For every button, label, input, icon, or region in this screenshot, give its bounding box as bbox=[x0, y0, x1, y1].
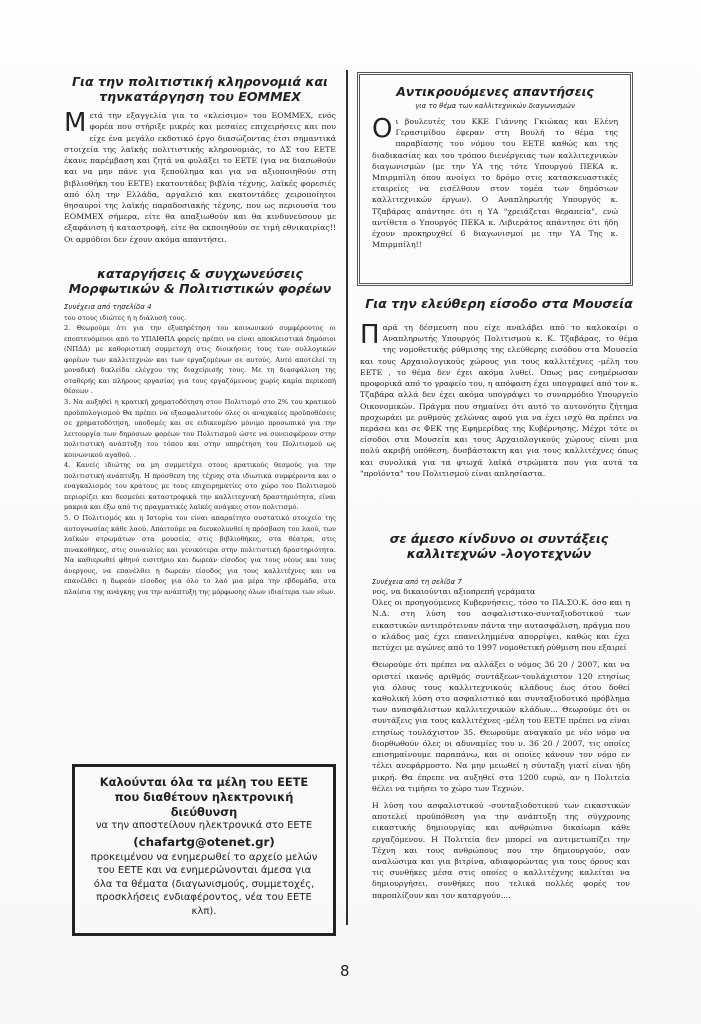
notice-email[interactable]: (chafartg@otenet.gr) bbox=[133, 834, 275, 849]
drop-cap: Μ bbox=[64, 108, 87, 139]
article-text: ετά την εξαγγελία για το «κλείσιμο» του ΕΟΜΜΕΧ, ενός φορέα που στήριξε μικρές και μεσαίες επιχειρήσεις και που είχε ένα μεγάλο εκδοτικό έργο διασώζοντας έτσι σημαντικά στοιχεία της λαϊκής πολιτιστικής κληρονομιάς, το ΔΣ του ΕΕΤΕ έκανε παρέμβαση και ζητά να φυλάξει το ΕΕΤΕ (για να διασωθούν και να μην πάνε για ξεπούλημα και για να αξιοποιηθούν στη βιβλιοθήκη του ΕΕΤΕ) εκατοντάδες βιβλία τέχνης, λαϊκές φορεσιές από όλη την Ελλάδα, αργαλειό και εκατοντάδες χειροποίητοι θησαυροί της λαϊκής παραδοσιακής τέχνης, που ως περιουσία του ΕΟΜΜΕΧ σήμερα, είτε θα απαξιωθούν και θα κινδυνεύσουν με εξαφάνιση ή καταστροφή, είτε θα εκποιηθούν σε τιμή εθνικαιρίας!! Οι αρμόδιοι δεν έχουν ακόμα απαντήσει. bbox=[64, 111, 336, 244]
paragraph: νος, να δικαιούνται αξιοπρεπή γεράματα bbox=[372, 587, 536, 596]
page-number: 8 bbox=[340, 962, 350, 980]
drop-cap: Ο bbox=[372, 113, 393, 144]
box-body bbox=[372, 113, 618, 251]
continued-from-note: Συνέχεια από τησελίδα 4 bbox=[64, 302, 152, 311]
paragraph: 3. Να αυξηθεί η κρατική χρηματοδότηση στον Πολιτισμό στο 2% του κρατικού προϋπολογισμού Θα πρέπει να εξασφαλιστούν όλες οι αναγκαίες προϋποθέσεις σε χρηματοδότηση, υποδομές και σε ειδικευμένο μόνιμο προσωπικό για την λειτουργία των δημόσιων φορέων του Πολιτισμού ώστε να συνεισφέρουν στην πολιτιστική ανάπτυξη του τόπου και στην υπηρέτηση του Πολιτισμού ως κοινωνικού αγαθού. . bbox=[64, 397, 336, 459]
article-body-eommex bbox=[64, 110, 336, 245]
notice-line: να την αποστείλουν ηλεκτρονικά στο ΕΕΤΕ bbox=[95, 820, 313, 832]
notice-text: προκειμένου να ενημερωθεί το αρχείο μελών του ΕΕΤΕ και να ενημερώνονται άμεσα για όλα τα θέματα (διαγωνισμούς, συμμετοχές, προσκλήσεις ενδιαφέροντος, νέα του ΕΕΤΕ κλπ). bbox=[90, 851, 318, 917]
contradictory-answers-box bbox=[357, 72, 633, 286]
paragraph: Η λύση του ασφαλιστικού -συνταξιοδοτικού των εικαστικών αποτελεί προϋπόθεση για την ανάπτυξη της σύγχρονης εικαστικής δημιουργίας και ανθρώπινο δικαίωμα κάθε εργαζόμενου. Η Πολιτεία δεν μπορεί να αντιμετωπίζει την Τέχνη και τους ανθρώπους που την δημιουργούν, σαν αναλώσιμα και για βιτρίνα, αδιαφορώντας για τους όρους και τις συνθήκες μέσα στις οποίες ο καλλιτέχνης καλείται να δημιουργήσει, συνθήκες που τελικά πολλές φορές τον παροπλίζουν και τον καταργούν.... bbox=[372, 800, 630, 900]
article-body-pensions bbox=[372, 586, 630, 901]
notice-headline: Καλούνται όλα τα μέλη του ΕΕΤΕ που διαθέτουν ηλεκτρονική διεύθυνση bbox=[99, 775, 309, 819]
box-subtitle: για το θέμα των καλλιτεχνικών διαγωνισμών bbox=[415, 101, 575, 110]
column-divider bbox=[346, 70, 348, 925]
paragraph: του στους ιδιώτες ή η διάλυσή τους. bbox=[64, 313, 187, 322]
box-title: Αντικρουόμενες απαντήσεις bbox=[396, 84, 594, 99]
drop-cap: Π bbox=[360, 320, 380, 350]
paragraph: 4. Κανείς ιδιώτης να μη συμμετέχει στους κρατικούς θεσμούς για την πολιτιστική ανάπτυξη. Η πρόσθεση της τέχνης στα ιδιωτικά συμφέροντα και ο εναγκαλισμός του κράτους με τους επιχειρηματίες στο χώρο του Πολιτισμού περιορίζει και δεσμεύει καταστροφικά την καλλιτεχνική δραστηριότητα, είναι μακριά και έξω από τις πραγματικές λαϊκές ανάγκες στον πολιτισμό. bbox=[64, 461, 336, 512]
continued-from-note: Συνέχεια από τη σελίδα 7 bbox=[372, 578, 462, 586]
paragraph: Όλες οι προηγούμενες Κυβερνήσεις, τόσο το ΠΑ.ΣΟ.Κ. όσο και η Ν.Δ. στη λύση του ασφαλιστικο-συνταξιοδοτικού των εικαστικών αντιπρότειναν πάντα την αυτασφάλιση, πράγμα που ο κλάδος μας έχει επανειλημμένα απορρίψει, καθώς και έχει πετύχει με αγώνες από το 1997 νομοθετική ρύθμιση που εξαιρεί bbox=[372, 598, 630, 653]
article-title-museums: Για την ελεύθερη είσοδο στα Μουσεία bbox=[365, 296, 633, 311]
members-email-notice-box bbox=[72, 764, 336, 936]
left-column bbox=[64, 68, 336, 597]
article-title-pensions: σε άμεσο κίνδυνο οι συντάξεις καλλιτεχνών -λογοτεχνών bbox=[389, 531, 609, 562]
paragraph: 5. Ο Πολιτισμός και η Ιστορία του είναι απαραίτητο συστατικό στοιχείο της αυτογνωσίας κάθε λαού. Απαιτούμε να διευκολυνθεί η πρόσβαση του λαού, των λαϊκών στρωμάτων στα μουσεία, στις βιβλιοθήκες, στα θέατρα, στις πινακοθήκες, στις συναυλίες και γενικότερα στην πολιτιστική δραστηριότητα. Να καθιερωθεί φθηνό εισιτήριο και δωρεάν είσοδος για τους νέους και τους άνεργους, να επανέλθει η δωρεάν είσοδος για τους καλλιτέχνες και να επανέλθει η δωρεάν είσοδος για όλο το λαό μια μέρα την εβδομάδα, στα πλαίσια της ανάγκης για την ανάπτυξη της μόρφωσης όλων ιδιαίτερα των νέων. bbox=[64, 513, 336, 596]
paragraph: Θεωρούμε ότι πρέπει να αλλάξει ο νόμος 36 20 / 2007, και να οριστεί ικανός αριθμός συντάξεων-τουλάχιστον 120 ετησίως για όλους τους καλλιτεχνικούς κλάδους έως ότου δοθεί καθολική λύση στο ασφαλιστικό και συνταξιοδοτικό πρόβλημα των ανασφάλιστων καλλιτεχνικών κλάδων... Θεωρούμε ότι οι συντάξεις για τους καλλιτέχνες -μέλη του ΕΕΤΕ πρέπει να είναι ετησίως τουλάχιστον 35. Θεωρούμε αναγκαίο με νέο νόμο να διορθωθούν όλες οι αδυναμίες του ν. 36 20 / 2007, τις οποίες επισημαίνουμε παραπάνω, και οι οποίες κάνουν τον νόμο εν τέλει ανεφάρμοστο. Να μην μειωθεί η σύνταξη γιατί είναι ήδη μικρή. Θα έπρεπε να αυξηθεί στα 1200 ευρώ, αν η Πολιτεία θέλει να τιμήσει το χώρο των Τεχνών. bbox=[372, 660, 630, 793]
box-text: ι βουλευτές του ΚΚΕ Γιάννης Γκιώκας και Ελένη Γερασιμίδου έφεραν στη Βουλή το θέμα της παραβίασης του νόμου του ΕΕΤΕ καθώς και της διαδικασίας και του τρόπου διενέργειας των καλλιτεχνικών διαγωνισμών (με την ΥΑ της τότε Υπουργού ΠΕΚΑ κ. Μπιρμπίλη όπου ανοίγει το δρόμο στις κατασκευαστικές εταιρείες να εισέλθουν στον τομέα των δημόσιων καλλιτεχνικών έργων). Ο Αναπληρωτής Υπουργός κ. Τζαβάρας απάντησε ότι η ΥΑ "χρειάζεται θεραπεία", ενώ αντίθετα ο Υπουργός ΠΕΚΑ κ. Λιβιεράτος απάντησε ότι ήδη έχουν προκηρυχθεί 6 διαγωνισμοί με την ΥΑ Της κ. Μπιρμπίλη!! bbox=[372, 116, 618, 250]
article-body-museums bbox=[360, 322, 638, 479]
article-text: αρά τη δέσμευση που είχε αναλάβει από το καλοκαίρι ο Αναπληρωτής Υπουργός Πολιτισμού κ. Κ. Τζαβάρας, το θέμα της νομοθετικής ρύθμισης της ελεύθερης εισόδου στα Μουσεία και τους Αρχαιολογικούς χώρους για τους καλλιτέχνες -μέλη του ΕΕΤΕ , το θέμα δεν έχει ακόμα λυθεί. Όπως μας ενημέρωσαν προφορικά από το γραφείο του, η απόφαση έχει υπογραφεί από τον κ. Τζαβάρα αλλά δεν έχει ακόμα υπογράψει το συναρμόδιο Υπουργείο Οικονομικών. Πράγμα που σημαίνει ότι αυτό το αυτονόητο ζήτημα προχωράει με ρυθμούς χελώνας αφού για να έχει ισχύ θα πρέπει να περάσει και σε ΦΕΚ της Εφημερίδας της Κυβέρνησης. Μέχρι τότε οι είσοδοι στα Μουσεία και τους Αρχαιολογικούς χώρους είναι μια πολύ ακριβή υπόθεση, δυσβάστακτη και για τους καλλιτέχνες όπως και συνολικά για τα φτωχά λαϊκά στρώματα που για αυτά τα "προϊόντα" του Πολιτισμού είναι απλησίαστα. bbox=[360, 323, 638, 478]
article-title-closures: καταργήσεις & συγχωνεύσεις Μορφωτικών & Πολιτιστικών φορέων bbox=[68, 265, 332, 296]
article-title-eommex: Για την πολιτιστική κληρονομιά και τηνκατάργηση του ΕΟΜΜΕΧ bbox=[72, 74, 328, 105]
paragraph: 2. Θεωρούμε ότι για την εξυπηρέτηση του κοινωνικού συμφέροντος οι εποπτευόμενοι από το ΥΠΑΙΘΠΑ φορείς πρέπει να είναι αποκλειστικά δημόσιοι (ΝΠΔΔ) με καθοριστική συμμετοχή στις διοικήσεις τους των συλλογικών φορέων των καλλιτεχνών και των εργαζομένων σε αυτούς. Αυτό αποτελεί τη μοναδική δικλείδα ελέγχου της διαχείρισής τους. Με τη διασφάλιση της σταθερής και πλήρους εργασίας για τους εργαζόμενους χωρίς καμία περικοπή θέσεων . bbox=[64, 324, 336, 396]
